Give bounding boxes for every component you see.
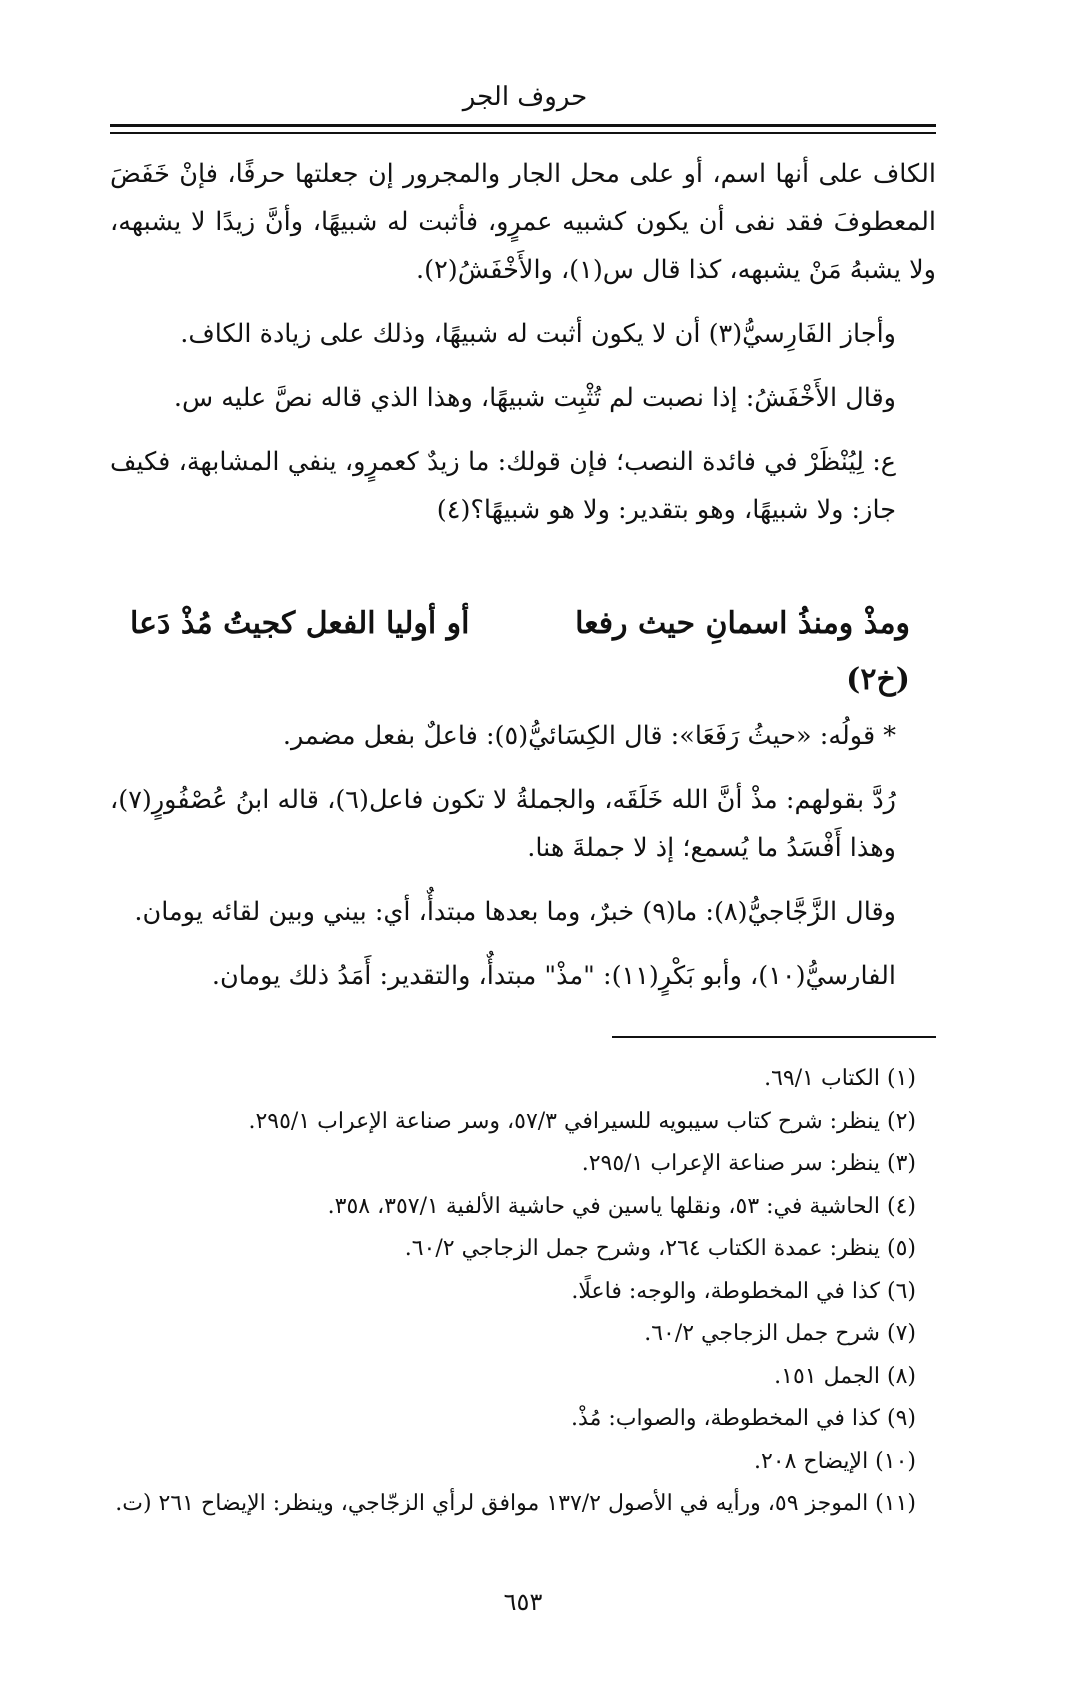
header-rule-thick xyxy=(110,124,936,127)
verse-reference: (خ٢) xyxy=(846,662,910,697)
main-text-top xyxy=(110,150,936,534)
footnote: (١) الكتاب ٦٩/١. xyxy=(764,1066,916,1091)
footnote: (١١) الموجز ٥٩، ورأيه في الأصول ١٣٧/٢ موافق لرأي الزجّاجي، وينظر: الإيضاح ٢٦١ (ت. xyxy=(115,1491,916,1516)
paragraph: وقال الأَخْفَشُ: إذا نصبت لم تُثْبِت شبيهًا، وهذا الذي قاله نصَّ عليه س. xyxy=(173,383,896,413)
footnote-separator xyxy=(612,1036,936,1038)
paragraph: ع: لِيُنْظَرْ في فائدة النصب؛ فإن قولك: ما زيدٌ كعمرٍو، ينفي المشابهة، فكيف جاز: ولا شبيهًا، وهو بتقدير: ولا هو شبيهًا؟(٤) xyxy=(110,447,896,525)
paragraph: الفارسيُّ(١٠)، وأبو بَكْرٍ(١١): "مذْ" مبتدأٌ، والتقدير: أَمَدُ ذلك يومان. xyxy=(211,961,896,991)
paragraph: * قولُه: «حيثُ رَفَعَا»: قال الكِسَائيُّ(٥): فاعلٌ بفعل مضمر. xyxy=(282,721,896,751)
footnote: (٣) ينظر: سر صناعة الإعراب ٢٩٥/١. xyxy=(581,1151,916,1176)
footnote: (١٠) الإيضاح ٢٠٨. xyxy=(753,1448,916,1474)
footnote: (٤) الحاشية في: ٥٣، ونقلها ياسين في حاشية الألفية ٣٥٧/١، ٣٥٨. xyxy=(327,1193,916,1219)
main-text-bottom xyxy=(110,712,936,1000)
paragraph: رُدَّ بقولهم: مذْ أنَّ الله خَلَقَه، والجملةُ لا تكون فاعل(٦)، قاله ابنُ عُصْفُورٍ(٧)، وهذا أَفْسَدُ ما يُسمع؛ إذ لا جملةَ هنا. xyxy=(110,785,896,863)
running-header: حروف الجر xyxy=(462,82,588,112)
footnote: (٦) كذا في المخطوطة، والوجه: فاعلًا. xyxy=(571,1278,916,1304)
header-rule-thin xyxy=(110,132,936,134)
poetry-verse xyxy=(130,596,910,708)
paragraph: الكاف على أنها اسم، أو على محل الجار والمجرور إن جعلتها حرفًا، فإنْ خَفَضَ المعطوفَ فقد نفى أن يكون كشبيه عمرٍو، فأثبت له شبيهًا، وأنَّ زيدًا لا يشبهه، ولا يشبهُ مَنْ يشبهه، كذا قال س(١)، والأَخْفَشُ(٢). xyxy=(110,159,936,285)
footnote: (٧) شرح جمل الزجاجي ٦٠/٢. xyxy=(644,1321,916,1346)
footnote: (٨) الجمل ١٥١. xyxy=(774,1363,916,1389)
paragraph: وقال الزَّجَّاجيُّ(٨): ما(٩) خبرٌ، وما بعدها مبتدأٌ، أي: بيني وبين لقائه يومان. xyxy=(134,897,896,927)
footnotes xyxy=(110,1058,936,1526)
footnote: (٢) ينظر: شرح كتاب سيبويه للسيرافي ٥٧/٣، وسر صناعة الإعراب ٢٩٥/١. xyxy=(248,1108,916,1134)
verse-second-hemistich: أو أوليا الفعل كجيتُ مُذْ دَعا xyxy=(130,606,470,641)
footnote: (٥) ينظر: عمدة الكتاب ٢٦٤، وشرح جمل الزجاجي ٦٠/٢. xyxy=(404,1236,916,1261)
page-number: ٦٥٣ xyxy=(503,1588,543,1616)
footnote: (٩) كذا في المخطوطة، والصواب: مُذْ. xyxy=(571,1406,916,1431)
verse-first-hemistich: ومذْ ومنذُ اسمانِ حيث رفعا xyxy=(575,606,910,641)
paragraph: وأجاز الفَارِسيُّ(٣) أن لا يكون أثبت له شبيهًا، وذلك على زيادة الكاف. xyxy=(180,319,896,349)
